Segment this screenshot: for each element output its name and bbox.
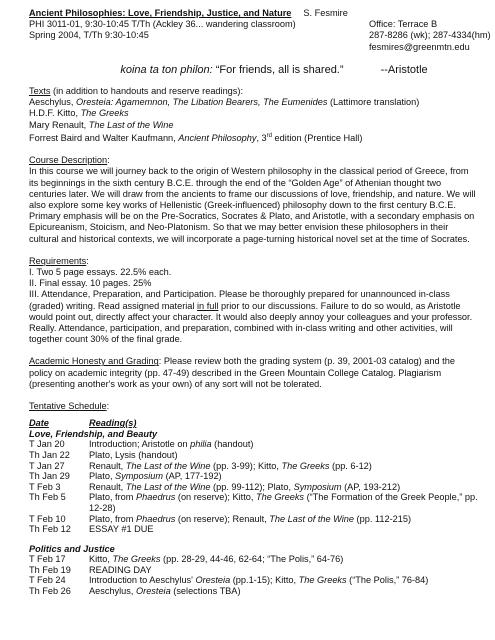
reading-text: (on reserve); Renault, [175, 513, 270, 524]
reading-text: Plato, from [89, 492, 136, 503]
schedule-heading-line [29, 401, 479, 412]
table-row [29, 439, 479, 450]
header-row-1 [29, 8, 479, 19]
row-reading [89, 575, 479, 586]
schedule-table [29, 412, 479, 597]
reading-title: The Greeks [298, 575, 347, 586]
row-reading [89, 586, 479, 597]
texts-heading: Texts [29, 86, 51, 97]
table-row [29, 492, 479, 513]
honesty-heading: Academic Honesty and Grading [29, 356, 159, 367]
honesty-paragraph [29, 356, 479, 390]
reading-title: Phaedrus [135, 513, 176, 524]
reading-title: The Greeks [256, 492, 305, 503]
course-term: Spring 2004, T/Th 9:30-10:45 [29, 30, 149, 41]
text-title: The Greeks [80, 108, 129, 119]
row-date: Th Feb 19 [29, 564, 71, 575]
row-reading [89, 439, 479, 450]
table-row [29, 554, 479, 565]
text-aeschylus [29, 97, 479, 108]
office-location: Office: Terrace B [369, 19, 438, 30]
requirements-colon: : [86, 255, 89, 266]
text-note: (Lattimore translation) [327, 97, 420, 108]
description-heading: Course Description [29, 155, 108, 166]
text-author: Forrest Baird and Walter Kaufmann, [29, 132, 179, 143]
reading-text: Kitto, [89, 554, 113, 565]
row-reading: READING DAY [89, 564, 152, 575]
requirement-participation [29, 289, 479, 345]
reading-text: Plato, [89, 471, 116, 482]
row-date: Th Jan 22 [29, 449, 70, 460]
reading-title: Oresteia [195, 575, 231, 586]
reading-title: Phaedrus [135, 492, 176, 503]
quote-english: “For friends, all is shared.” [215, 63, 344, 76]
row-date: T Jan 20 [29, 439, 65, 450]
table-row [29, 471, 479, 482]
col-readings: Reading(s) [89, 418, 137, 429]
reading-text: (on reserve); Kitto, [175, 492, 257, 503]
reading-title: The Last of the Wine [269, 513, 354, 524]
text-title: The Last of the Wine [88, 119, 174, 130]
epigraph [29, 65, 479, 76]
reading-text: Renault, [89, 460, 126, 471]
text-edition: , 3 [256, 132, 267, 143]
table-row [29, 461, 479, 472]
reading-title: The Last of the Wine [125, 481, 211, 492]
row-date: Th Feb 26 [29, 586, 71, 597]
course-title: Ancient Philosophies: Love, Friendship, Justice, and Nature [29, 8, 292, 18]
reading-title: Oresteia [135, 586, 171, 597]
description-colon: : [107, 155, 110, 166]
table-row [29, 524, 479, 535]
requirements-heading-line [29, 256, 479, 267]
reading-title: Symposium [293, 481, 342, 492]
reading-text: Introduction; Aristotle on [89, 439, 191, 450]
reading-title: The Greeks [281, 460, 330, 471]
row-reading [89, 492, 479, 513]
reading-title: The Last of the Wine [125, 460, 211, 471]
text-title: Oresteia: Agamemnon, The Libation Bearers, The Eumenides [75, 97, 328, 108]
texts-heading-rest: (in addition to handouts and reserve readings): [50, 86, 244, 97]
description-section [29, 155, 479, 245]
col-date: Date [29, 418, 49, 429]
reading-text: (handout) [211, 439, 254, 450]
table-row [29, 482, 479, 493]
email-address: fesmires@greenmtn.edu [369, 41, 470, 52]
reading-text: (AP, 177-192) [163, 471, 222, 482]
phone-numbers: 287-8286 (wk); 287-4334(hm) [369, 30, 491, 41]
reading-title: The Greeks [112, 554, 161, 565]
row-date: T Feb 3 [29, 481, 61, 492]
reading-title: philia [190, 439, 212, 450]
header-row-3 [29, 30, 491, 41]
req-text-rest: prior to our discussions. Failure to do so would, as Aristotle would point out, directly affect your character. It would also deeply annoy your colleagues and your professor. Really. Attendance, participation, and preparation, combined with in-class writing and other activities, will together count 30% of the final grade. [29, 300, 473, 345]
row-date: T Jan 27 [29, 460, 65, 471]
reading-text: (AP, 193-212) [341, 481, 401, 492]
reading-text: (pp. 3-99); Kitto, [210, 460, 282, 471]
reading-text: (pp.1-15); Kitto, [230, 575, 299, 586]
row-reading [89, 471, 479, 482]
requirement-essays: I. Two 5 page essays. 22.5% each. [29, 266, 172, 277]
text-kitto [29, 108, 479, 119]
section-row [29, 535, 479, 555]
row-reading [89, 461, 479, 472]
course-meeting: PHI 3011-01, 9:30-10:45 T/Th (Ackley 36... wandering classroom) [29, 19, 296, 30]
schedule-header-row [29, 412, 479, 429]
req-emphasis: in full [197, 300, 219, 311]
reading-text: Renault, [89, 481, 126, 492]
texts-heading-line [29, 86, 479, 97]
texts-section [29, 86, 479, 144]
table-row [29, 575, 479, 586]
text-author: Mary Renault, [29, 119, 89, 130]
requirements-heading: Requirements [29, 255, 87, 266]
section-politics-justice: Politics and Justice [29, 543, 115, 554]
requirement-final: II. Final essay. 10 pages. 25% [29, 278, 152, 289]
row-date: Th Jan 29 [29, 471, 70, 482]
section-row [29, 429, 479, 440]
table-row [29, 514, 479, 525]
table-row [29, 586, 479, 597]
text-edition-sup: rd [266, 132, 272, 139]
row-date: Th Feb 12 [29, 524, 71, 535]
reading-text: (“The Polis,” 76-84) [346, 575, 429, 586]
reading-title: Symposium [115, 471, 164, 482]
instructor-name: S. Fesmire [303, 8, 348, 18]
row-reading: ESSAY #1 DUE [89, 524, 154, 535]
reading-text: Introduction to Aeschylus' [89, 575, 196, 586]
schedule-colon: : [106, 400, 110, 411]
description-heading-line [29, 155, 479, 166]
header-row-2 [29, 19, 479, 30]
row-date: Th Feb 5 [29, 492, 66, 503]
reading-text: Aeschylus, [89, 586, 136, 597]
schedule-section [29, 401, 479, 597]
reading-text: (pp. 112-215) [354, 513, 412, 524]
reading-text: (pp. 6-12) [329, 460, 372, 471]
req-text: III. Attendance, Preparation, and Participation. Please be thoroughly prepared for unannounced in-class (graded) writing. Read assigned material [29, 289, 450, 311]
quote-greek: koina ta ton philon: [120, 63, 213, 76]
text-author: Aeschylus, [29, 97, 76, 108]
text-renault [29, 120, 479, 131]
row-reading: Plato, Lysis (handout) [89, 449, 178, 460]
reading-text: (pp. 99-112); Plato, [210, 481, 294, 492]
header-row-4 [29, 42, 479, 53]
text-publisher: edition (Prentice Hall) [272, 132, 363, 143]
row-reading [89, 482, 479, 493]
table-row [29, 565, 479, 576]
row-date: T Feb 17 [29, 554, 66, 565]
reading-text: Plato, from [89, 513, 136, 524]
row-reading [89, 514, 479, 525]
table-row [29, 450, 479, 461]
quote-author: --Aristotle [380, 63, 428, 76]
honesty-section [29, 356, 479, 390]
requirements-section [29, 256, 479, 346]
row-reading [89, 554, 479, 565]
honesty-body: : Please review both the grading system (p. 39, 2001-03 catalog) and the policy on academic integrity (pp. 47-49) described in the Green Mountain College Catalog. Plagiarism (presenting another's work as your own) of any sort will not be tolerated. [29, 356, 455, 389]
text-title: Ancient Philosophy [178, 132, 257, 143]
section-love-friendship: Love, Friendship, and Beauty [29, 428, 158, 439]
description-body: In this course we will journey back to the origin of Western philosophy in the classical period of Greece, from its beginnings in the sixth century B.C.E. through the end of the “Golden Age” of Athenian thought two centuries later. We will draw from the ancients to frame our discussions of love, friendship, and nature. We will also explore some key works of Hellenistic (Greek-influenced) philosophy down to the first century B.C.E. Primary emphasis will be on the Pre-Socratics, Socrates & Plato, and Aristotle, with a secondary emphasis on Epicureanism, Stoicism, and Neo-Platonism. So that we may better envision these philosophers in their cultural and historical contexts, we will incorporate a page-turning historical novel set at the time of Socrates. [29, 166, 476, 244]
row-date: T Feb 24 [29, 575, 66, 586]
reading-text: (selections TBA) [170, 586, 241, 597]
reading-text: (“The Formation of the Greek People,” pp. 12-28) [89, 492, 478, 513]
schedule-heading: Tentative Schedule [29, 400, 107, 411]
row-date: T Feb 10 [29, 513, 66, 524]
text-author: H.D.F. Kitto, [29, 108, 81, 119]
reading-text: (pp. 28-29, 44-46, 62-64; “The Polis,” 64-76) [160, 554, 344, 565]
text-baird-kaufmann [29, 131, 479, 144]
